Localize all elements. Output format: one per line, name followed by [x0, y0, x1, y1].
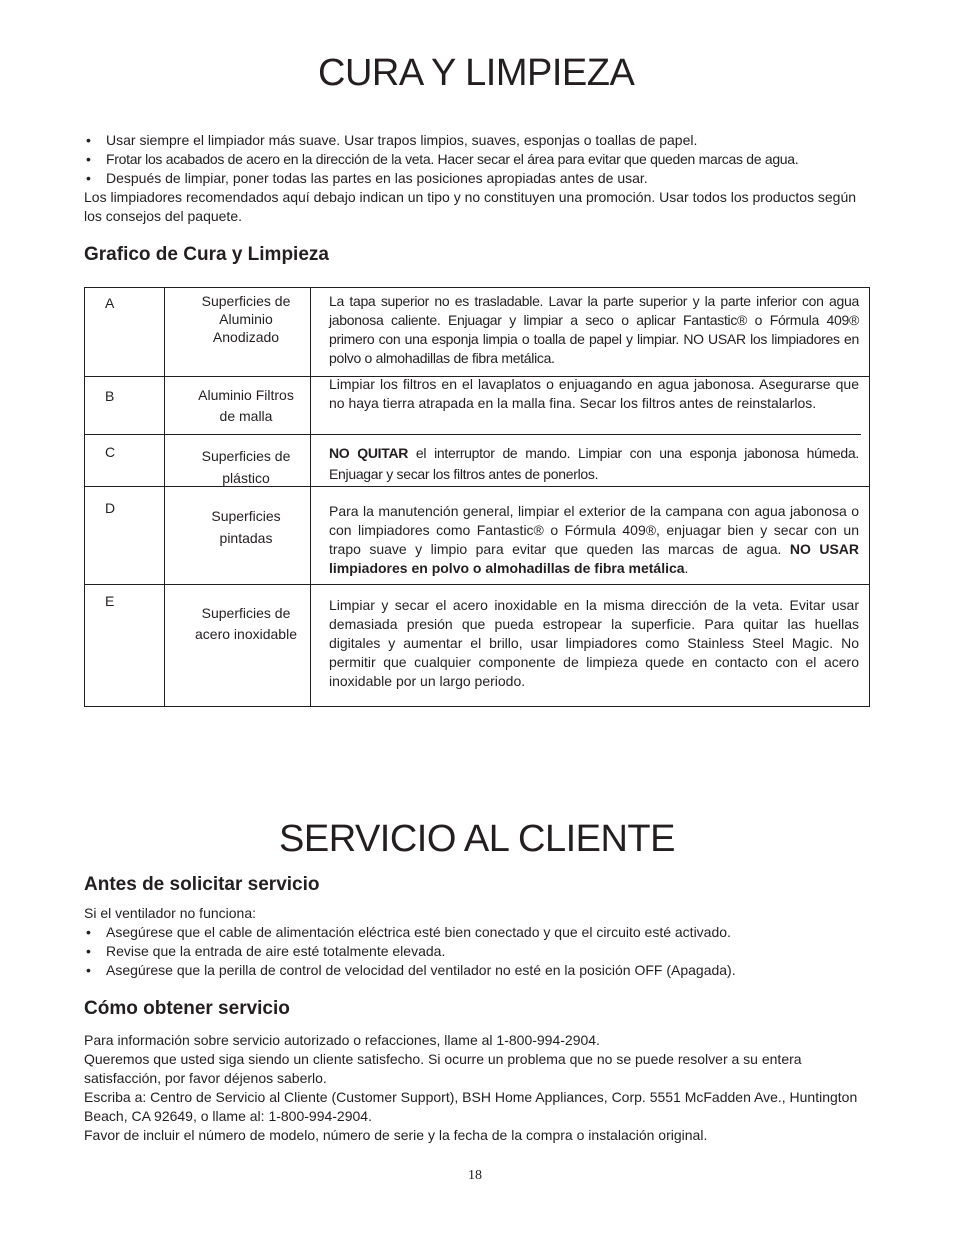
surface-line: plástico — [222, 470, 270, 486]
how-service-line: Escriba a: Centro de Servicio al Cliente (Customer Support), BSH Home Appliances, Corp. 5551 McFadden Ave., Huntington Beach, CA 92649, o llame al: 1-800-994-2904. — [84, 1089, 858, 1124]
before-service-bullet: • Asegúrese que la perilla de control de velocidad del ventilador no esté en la posición OFF (Apagada). — [84, 961, 874, 980]
surface-line: acero inoxidable — [195, 626, 297, 642]
row-instructions — [329, 443, 859, 485]
table-divider — [85, 434, 861, 435]
before-service-intro: Si el ventilador no funciona: — [84, 905, 256, 921]
before-service-section — [84, 904, 874, 980]
care-bullet: • Después de limpiar, poner todas las partes en las posiciones apropiadas antes de usar. — [84, 169, 874, 188]
page-number: 18 — [468, 1168, 482, 1183]
row-instructions: La tapa superior no es trasladable. Lavar la parte superior y la parte inferior con agua jabonosa caliente. Enjuagar y limpiar a seco o aplicar Fantastic® o Fórmula 409® primero con una esponja limpia o toalla de papel y limpiar. NO USAR los limpiadores en polvo o almohadillas de fibra metálica. — [329, 293, 859, 366]
how-service-line: Favor de incluir el número de modelo, número de serie y la fecha de la compra o instalación original. — [84, 1127, 708, 1143]
care-chart-table — [84, 287, 870, 707]
how-service-line: Para información sobre servicio autorizado o refacciones, llame al 1-800-994-2904. — [84, 1032, 600, 1048]
surface-line: pintadas — [219, 530, 273, 546]
surface-line: Superficies de — [201, 448, 291, 464]
how-service-section — [84, 1031, 874, 1145]
how-service-line: Queremos que usted siga siendo un cliente satisfecho. Si ocurre un problema que no se puede resolver a su entera satisfacción, por favor déjenos saberlo. — [84, 1051, 802, 1086]
row-letter: E — [105, 593, 115, 609]
row-surface — [165, 445, 327, 489]
surface-line: Anodizado — [212, 329, 280, 345]
how-service-heading: Cómo obtener servicio — [84, 998, 290, 1019]
before-service-bullet: • Asegúrese que el cable de alimentación eléctrica esté bien conectado y que el circuito esté activado. — [84, 923, 874, 942]
row-surface — [165, 385, 327, 427]
before-service-list — [84, 923, 874, 980]
surface-line: Aluminio — [219, 311, 273, 327]
row-instructions — [329, 502, 859, 578]
warning-text: NO QUITAR — [329, 445, 409, 461]
row-instructions: Limpiar los filtros en el lavaplatos o enjuagando en agua jabonosa. Asegurarse que no haya tierra atrapada en la malla fina. Secar los filtros antes de reinstalarlos. — [329, 376, 859, 411]
care-title: CURA Y LIMPIEZA — [318, 52, 635, 94]
row-letter: A — [105, 295, 115, 311]
row-letter: C — [105, 444, 116, 460]
chart-title: Grafico de Cura y Limpieza — [84, 244, 329, 265]
instructions-text: el interruptor de mando. Limpiar con una esponja jabonosa húmeda. Enjuagar y secar los filtros antes de ponerlos. — [329, 445, 859, 482]
before-service-bullet: • Revise que la entrada de aire esté totalmente elevada. — [84, 942, 874, 961]
before-service-heading: Antes de solicitar servicio — [84, 874, 320, 895]
warning-text: NO USAR limpiadores en polvo o almohadillas de fibra metálica — [329, 541, 860, 576]
row-letter: D — [105, 500, 116, 516]
care-bullet: • Frotar los acabados de acero en la dirección de la veta. Hacer secar el área para evitar que queden marcas de agua. — [84, 150, 874, 169]
row-letter: B — [105, 388, 115, 404]
care-bullet: • Usar siempre el limpiador más suave. Usar trapos limpios, suaves, esponjas o toallas de papel. — [84, 131, 874, 150]
row-surface — [165, 603, 327, 645]
surface-line: Superficies de — [201, 605, 291, 621]
service-title: SERVICIO AL CLIENTE — [279, 818, 675, 860]
care-intro — [84, 131, 874, 226]
surface-line: de malla — [219, 408, 273, 424]
care-note: Los limpiadores recomendados aquí debajo indican un tipo y no constituyen una promoción. Usar todos los productos según los consejos del paquete. — [84, 189, 857, 224]
surface-line: Superficies — [211, 508, 281, 524]
surface-line: Superficies de — [201, 293, 291, 309]
row-surface — [165, 505, 327, 549]
table-divider — [85, 584, 869, 585]
row-instructions: Limpiar y secar el acero inoxidable en la misma dirección de la veta. Evitar usar demasiada presión que pueda estropear la superficie. Para quitar las huellas digitales y aumentar el brillo, usar limpiadores como Stainless Steel Magic. No permitir que cualquier componente de limpieza quede en contacto con el acero inoxidable por un largo periodo. — [329, 597, 859, 689]
instructions-text: . — [684, 560, 689, 576]
row-surface — [165, 292, 327, 346]
instructions-text: Para la manutención general, limpiar el exterior de la campana con agua jabonosa o con limpiadores como Fantastic® o Fórmula 409®, enjuagar bien y secar con un trapo suave y limpio para evitar que queden las marcas de agua. — [329, 503, 859, 557]
care-bullet-list — [84, 131, 874, 188]
surface-line: Aluminio Filtros — [198, 387, 294, 403]
